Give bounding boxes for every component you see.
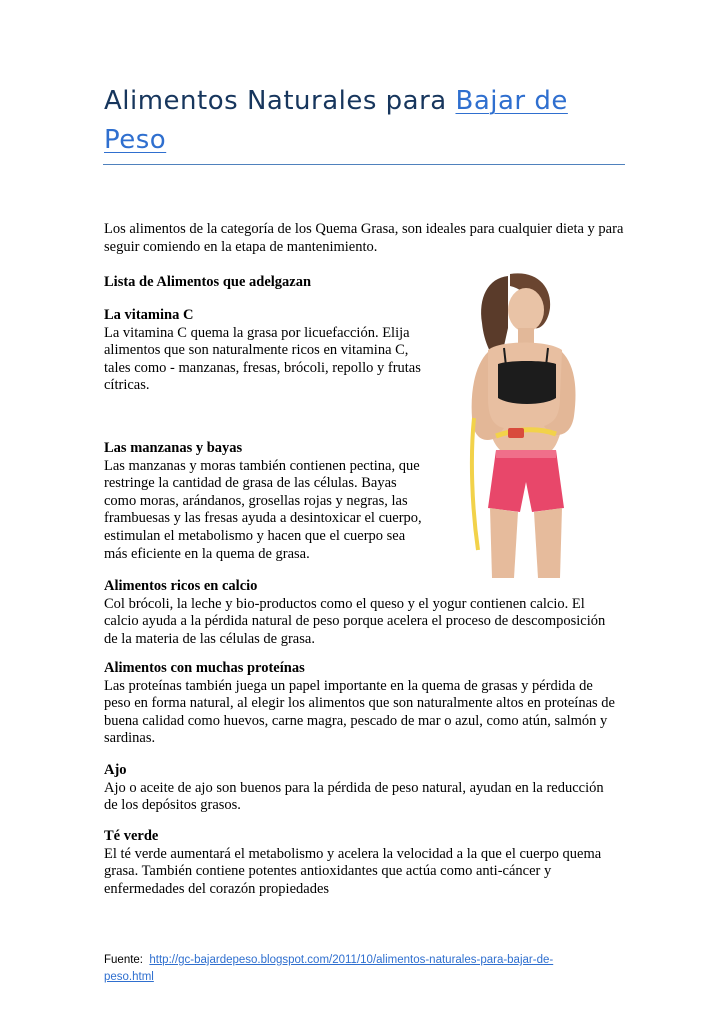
page-title (104, 82, 624, 160)
tape-clip-shape (508, 428, 524, 438)
section-line: como moras, arándanos, grosellas rojas y negras, las (104, 492, 408, 509)
section-line: de la materia de las células de grasa. (104, 630, 315, 647)
section-heading: Alimentos ricos en calcio (104, 578, 258, 594)
footer-label: Fuente: (104, 954, 143, 966)
section-heading: Alimentos con muchas proteínas (104, 660, 305, 676)
section-line: grasa. También contiene potentes antioxidantes que actúa como anti-cáncer y (104, 863, 552, 880)
section-line: cítricas. (104, 377, 150, 394)
section-line: restringe la cantidad de grasa de las células. Bayas (104, 475, 397, 492)
pink-shorts-shape (488, 450, 564, 512)
section-line: Col brócoli, la leche y bio-productos como el queso y el yogur contienen calcio. El (104, 595, 585, 612)
title-text: Alimentos Naturales para (104, 86, 447, 116)
section-line: tales como - manzanas, fresas, brócoli, repollo y frutas (104, 359, 421, 376)
section-te-verde (104, 828, 634, 898)
section-vitamina-c (104, 307, 434, 395)
section-calcio (104, 578, 634, 648)
section-line: enfermedades del corazón propiedades (104, 880, 330, 897)
section-line: El té verde aumentará el metabolismo y acelera la velocidad a la que el cuerpo quema (104, 845, 602, 862)
section-line: calcio ayuda a la pérdida natural de peso porque acelera el proceso de descomposición (104, 613, 606, 630)
section-line: La vitamina C quema la grasa por licuefacción. Elija (104, 324, 410, 341)
source-footer (104, 952, 624, 986)
source-link[interactable]: http://gc-bajardepeso.blogspot.com/2011/10/alimentos-naturales-para-bajar-de- (149, 954, 554, 966)
section-line: Las proteínas también juega un papel importante en la quema de grasas y pérdida de (104, 677, 593, 694)
section-line: Las manzanas y moras también contienen pectina, que (104, 457, 420, 474)
title-link-line2[interactable]: Peso (104, 125, 167, 155)
right-leg-shape (534, 508, 562, 578)
section-heading: Ajo (104, 762, 127, 778)
source-link-line2[interactable]: peso.html (104, 971, 154, 983)
section-line: sardinas. (104, 730, 156, 747)
section-ajo (104, 762, 634, 815)
woman-measuring-waist-photo (448, 268, 606, 578)
section-line: frambuesas y las fresas ayuda a desintoxicar el cuerpo, (104, 510, 422, 527)
section-line: Ajo o aceite de ajo son buenos para la pérdida de peso natural, ayudan en la reducción (104, 779, 604, 796)
section-heading: Té verde (104, 828, 159, 844)
section-proteinas (104, 660, 634, 748)
left-leg-shape (490, 508, 518, 578)
title-rule (103, 164, 625, 165)
intro-paragraph: Los alimentos de la categoría de los Quema Grasa, son ideales para cualquier dieta y para seguir comiendo en la etapa de mantenimiento. (104, 221, 624, 255)
shorts-waistband (496, 450, 556, 458)
tape-hanging-shape (472, 418, 478, 550)
section-manzanas-bayas (104, 440, 434, 563)
face-shape (508, 288, 544, 332)
section-line: alimentos que son naturalmente ricos en vitamina C, (104, 342, 409, 359)
section-line: buena calidad como huevos, carne magra, pescado de mar o azul, como atún, salmón y (104, 712, 608, 729)
black-top-shape (498, 361, 556, 404)
section-heading: La vitamina C (104, 307, 194, 323)
neck-shape (518, 328, 534, 344)
section-heading: Las manzanas y bayas (104, 440, 243, 456)
section-line: más eficiente en la quema de grasa. (104, 545, 310, 562)
section-line: peso en forma natural, al elegir los alimentos que son naturalmente altos en proteínas de (104, 695, 615, 712)
list-heading: Lista de Alimentos que adelgazan (104, 274, 312, 290)
section-line: estimulan el metabolismo y hacen que el cuerpo sea (104, 527, 406, 544)
title-link[interactable]: Bajar de (455, 86, 568, 116)
section-line: de los depósitos grasos. (104, 797, 241, 814)
